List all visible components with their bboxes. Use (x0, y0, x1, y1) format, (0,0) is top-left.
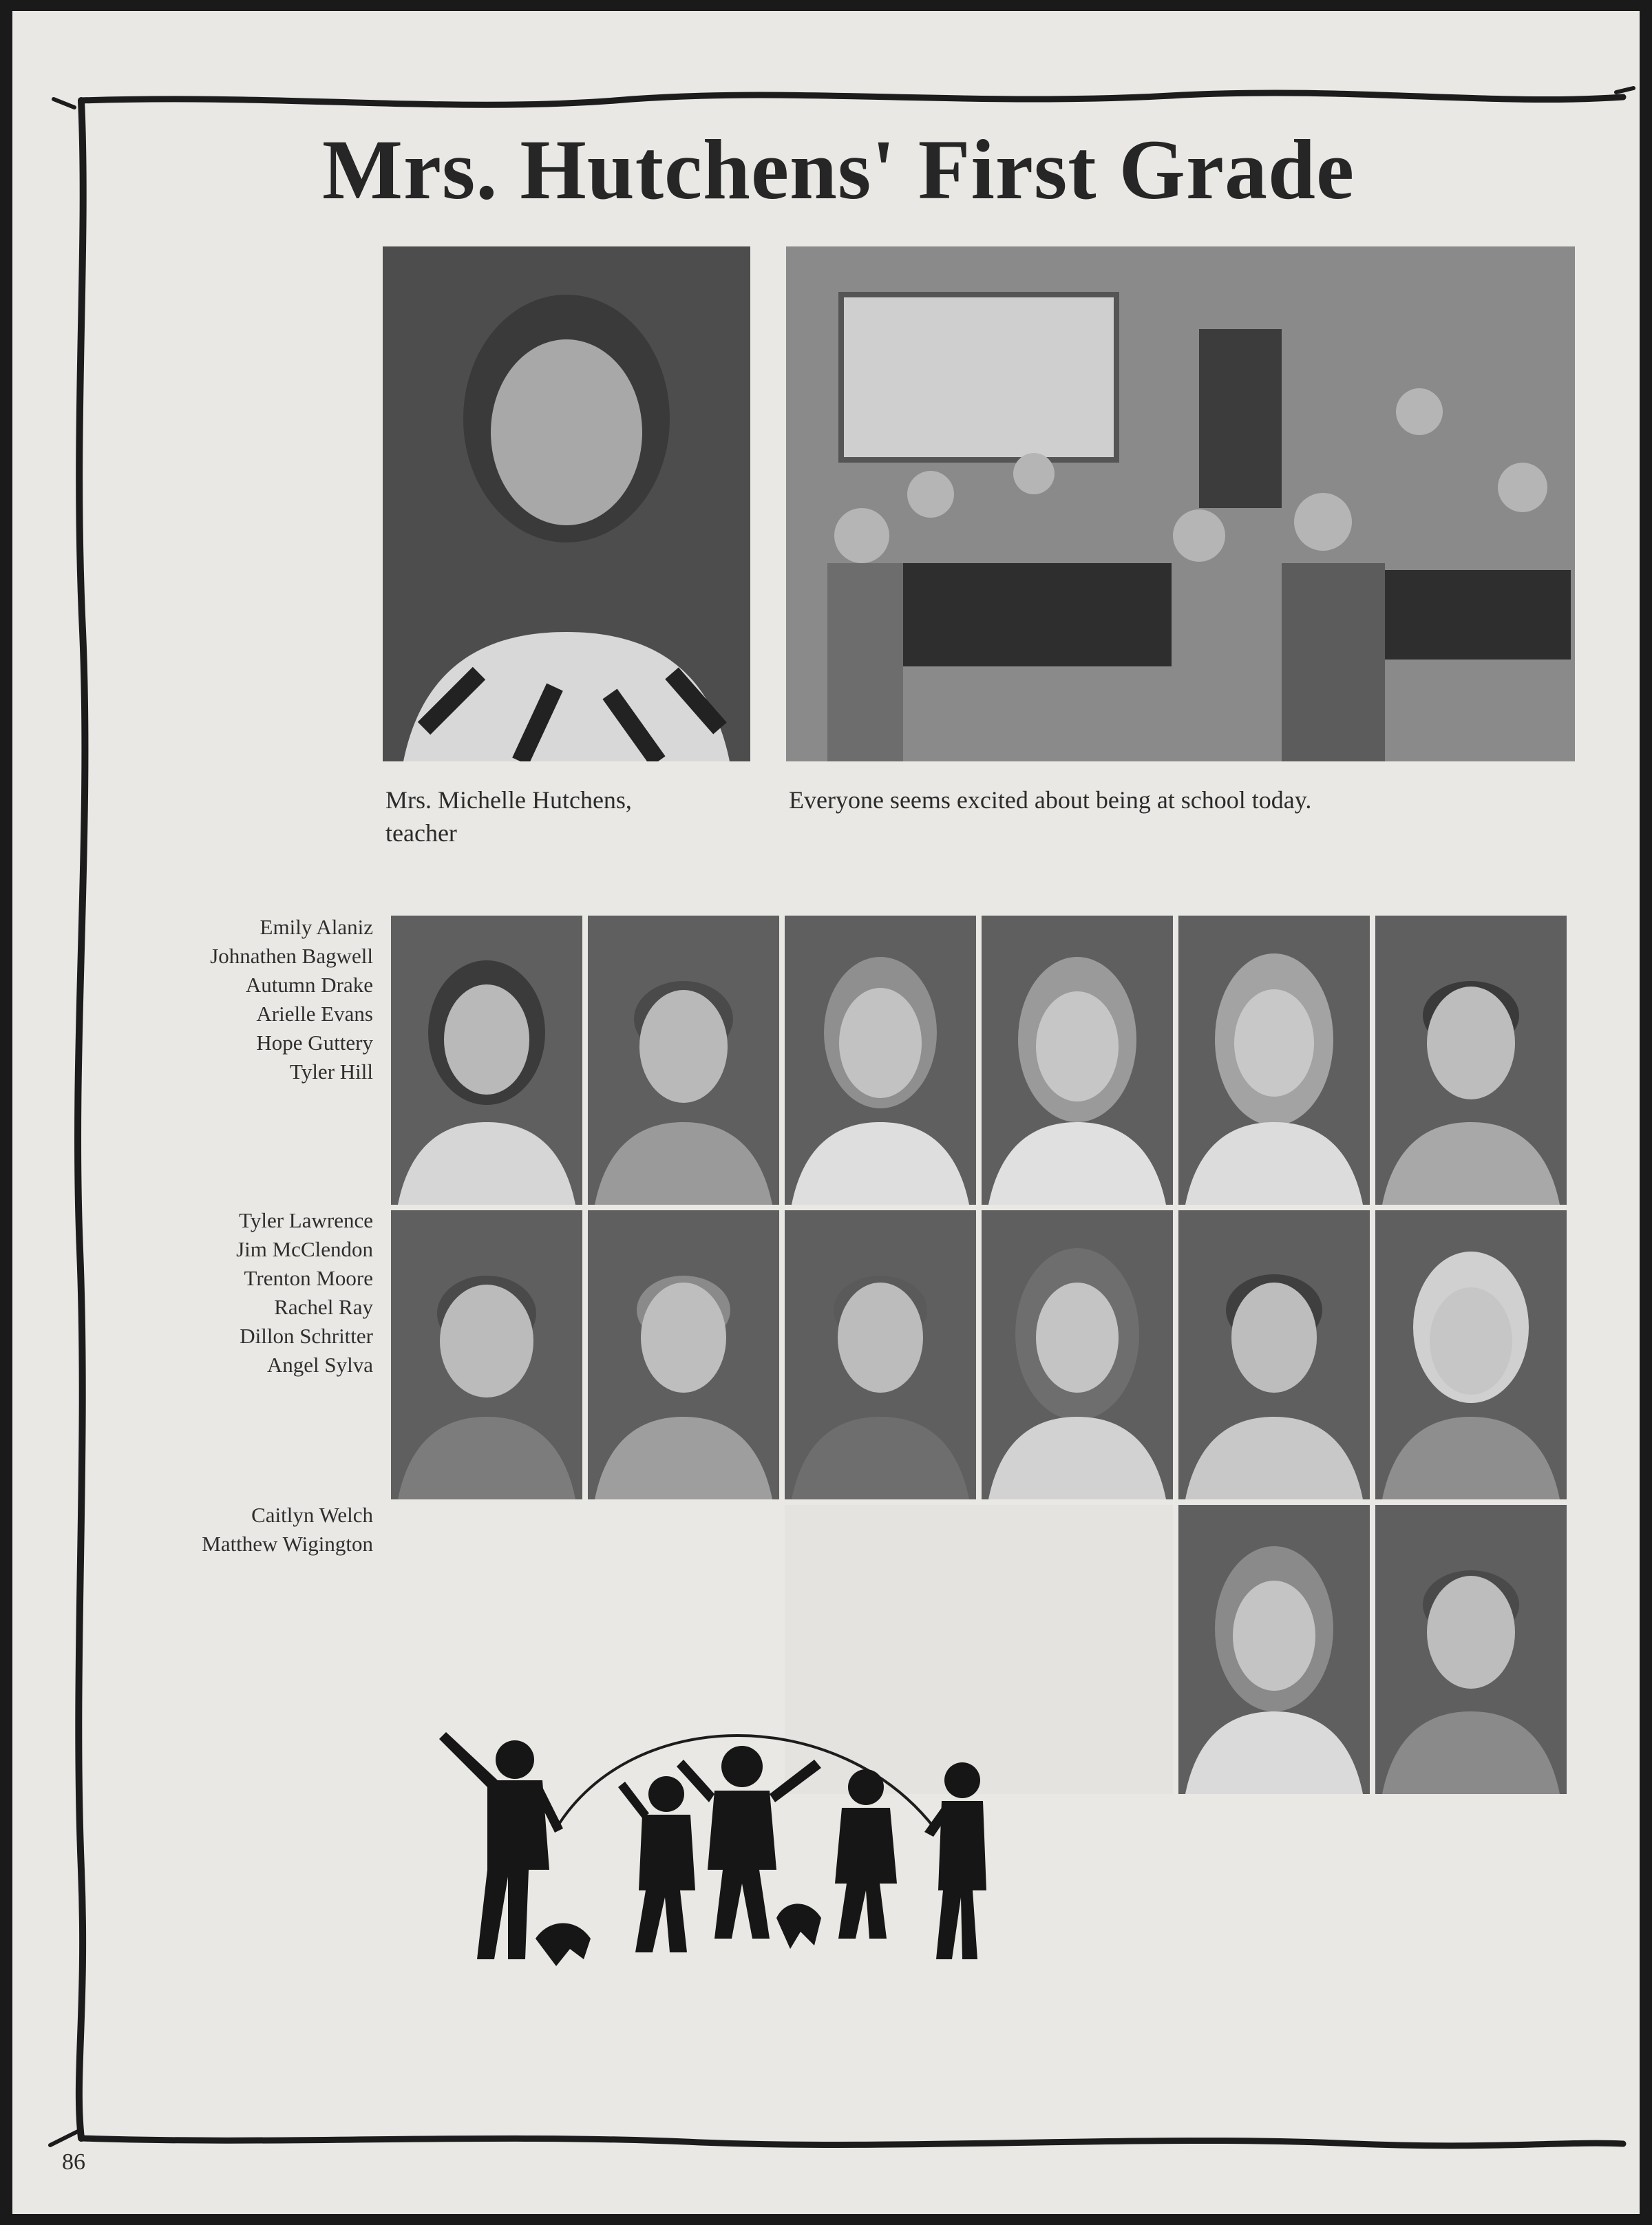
student-portrait (588, 916, 779, 1205)
student-portrait (785, 1210, 976, 1499)
classroom-photo (786, 246, 1575, 761)
student-portrait (1375, 916, 1567, 1205)
name-list-row-2 (15, 1206, 373, 1380)
name-list-row-1 (15, 913, 373, 1086)
student-name: Tyler Hill (290, 1059, 373, 1084)
jumping-kids-clipart (412, 1711, 1031, 2001)
student-name: Angel Sylva (266, 1353, 373, 1377)
student-portrait (1375, 1210, 1567, 1499)
student-portrait (982, 916, 1173, 1205)
page-title: Mrs. Hutchens' First Grade (321, 123, 1355, 217)
name-list-row-3 (15, 1501, 373, 1559)
student-name: Hope Guttery (256, 1031, 373, 1055)
student-name: Arielle Evans (256, 1002, 373, 1026)
student-name: Autumn Drake (245, 973, 373, 997)
student-portrait (785, 916, 976, 1205)
student-portrait (1178, 916, 1370, 1205)
student-name: Johnathen Bagwell (210, 944, 373, 968)
student-name: Caitlyn Welch (251, 1503, 373, 1527)
teacher-photo (383, 246, 750, 761)
student-portrait (982, 1210, 1173, 1499)
page-number: 86 (62, 2149, 85, 2175)
student-portrait (391, 1210, 582, 1499)
yearbook-page (12, 11, 1640, 2214)
student-name: Dillon Schritter (240, 1324, 373, 1348)
student-portrait (1178, 1210, 1370, 1499)
student-portrait (1178, 1505, 1370, 1794)
student-name: Jim McClendon (236, 1237, 373, 1261)
student-name: Rachel Ray (274, 1295, 373, 1319)
student-name: Matthew Wigington (202, 1532, 373, 1556)
teacher-caption: Mrs. Michelle Hutchens, teacher (385, 786, 632, 847)
student-portrait (391, 916, 582, 1205)
student-name: Trenton Moore (244, 1266, 373, 1290)
classroom-caption: Everyone seems excited about being at school today. (789, 786, 1312, 814)
student-portrait (588, 1210, 779, 1499)
student-name: Emily Alaniz (260, 915, 373, 939)
student-portrait (1375, 1505, 1567, 1794)
student-name: Tyler Lawrence (239, 1208, 373, 1232)
